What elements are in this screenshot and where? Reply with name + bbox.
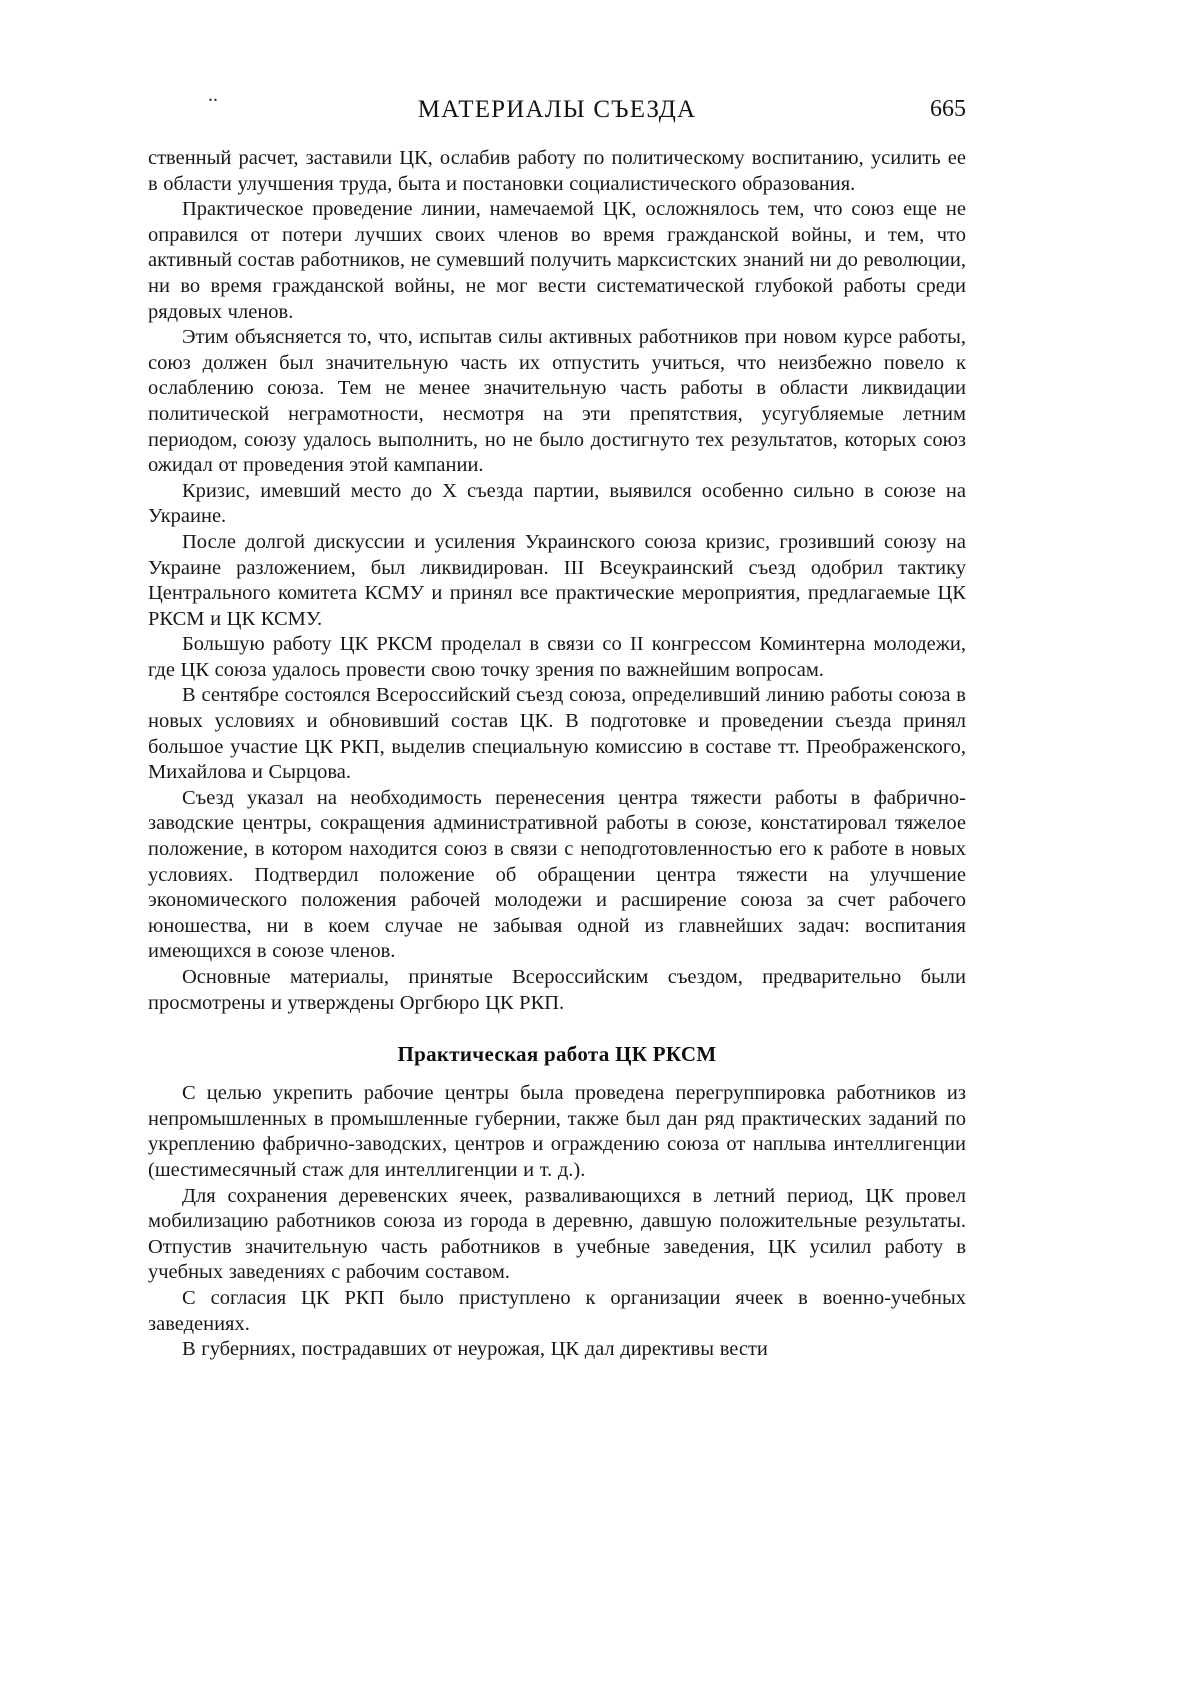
- running-head: МАТЕРИАЛЫ СЪЕЗДА: [417, 96, 697, 123]
- body-paragraph: Этим объясняется то, что, испытав силы активных работников при новом курсе работы, союз должен был значительную часть их отпустить учиться, что неизбежно повело к ослаблению союза. Тем не менее значительную часть работы в области ликвидации политической неграмотности, несмотря на эти препятствия, усугубляемые летним периодом, союзу удалось выполнить, но не было достигнуто тех результатов, которых союз ожидал от проведения этой кампании.: [148, 326, 966, 477]
- body-paragraph: С согласия ЦК РКП было приступлено к организации ячеек в военно-учебных заведениях.: [148, 1286, 966, 1335]
- header-dot-mark: ..: [208, 84, 218, 106]
- body-paragraph: С целью укрепить рабочие центры была проведена перегруппировка работников из непромышленных в промышленные губернии, также был дан ряд практических заданий по укреплению фабрично-заводских, центров и ограждению союза от наплыва интеллигенции (шестимесячный стаж для интеллигенции и т. д.).: [148, 1082, 966, 1181]
- body-paragraph: В губерниях, пострадавших от неурожая, ЦК дал директивы вести: [182, 1338, 768, 1361]
- body-paragraph: В сентябре состоялся Всероссийский съезд союза, определивший линию работы союза в новых условиях и обновивший состав ЦК. В подготовке и проведении съезда принял большое участие ЦК РКП, выделив специальную комиссию в составе тт. Преображенского, Михайлова и Сырцова.: [148, 684, 966, 784]
- page-header: [148, 84, 966, 124]
- body-paragraph: Кризис, имевший место до X съезда партии, выявился особенно сильно в союзе на Украине.: [148, 479, 966, 528]
- body-paragraph: Съезд указал на необходимость перенесения центра тяжести работы в фабрично-заводские центры, сокращения административной работы в союзе, констатировал тяжелое положение, в котором находится союз в связи с неподготовленностью его к работе в новых условиях. Подтвердил положение об обращении центра тяжести на улучшение экономического положения рабочей молодежи и расширение союза за счет рабочего юношества, ни в коем случае не забывая одной из главнейших задач: воспитания имеющихся в союзе членов.: [148, 786, 966, 963]
- section-heading: Практическая работа ЦК РКСМ: [397, 1042, 717, 1067]
- page-number: 665: [930, 96, 966, 122]
- body-paragraph: Большую работу ЦК РКСМ проделал в связи со II конгрессом Коминтерна молодежи, где ЦК союза удалось провести свою точку зрения по важнейшим вопросам.: [148, 633, 966, 681]
- page-content: [148, 84, 966, 1363]
- body-paragraph: ственный расчет, заставили ЦК, ослабив работу по политическому воспитанию, усилить ее в области улучшения труда, быта и постановки социалистического образования.: [148, 147, 966, 195]
- body-paragraph: Практическое проведение линии, намечаемой ЦК, осложнялось тем, что союз еще не оправился от потери лучших своих членов во время гражданской войны, и тем, что активный состав работников, не сумевший получить марксистских знаний ни до революции, ни во время гражданской войны, не мог вести систематической глубокой работы среди рядовых членов.: [148, 198, 966, 323]
- body-paragraph: Основные материалы, принятые Всероссийским съездом, предварительно были просмотрены и утверждены Оргбюро ЦК РКП.: [148, 966, 966, 1014]
- body-paragraph: Для сохранения деревенских ячеек, разваливающихся в летний период, ЦК провел мобилизацию работников союза из города в деревню, давшую положительные результаты. Отпустив значительную часть работников в учебные заведения, ЦК усилил работу в учебных заведениях с рабочим составом.: [148, 1184, 966, 1284]
- body-paragraph: После долгой дискуссии и усиления Украинского союза кризис, грозивший союзу на Украине разложением, был ликвидирован. III Всеукраинский съезд одобрил тактику Центрального комитета КСМУ и принял все практические мероприятия, предлагаемые ЦК РКСМ и ЦК КСМУ.: [148, 530, 966, 630]
